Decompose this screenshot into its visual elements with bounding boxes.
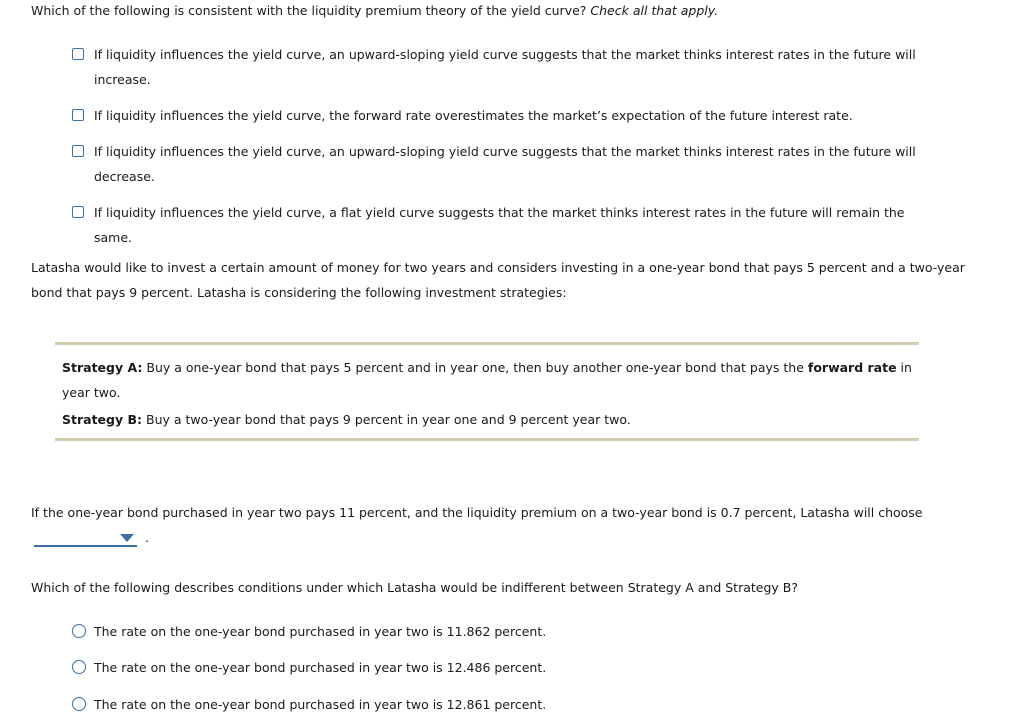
question-2-prompt: If the one-year bond purchased in year two pays 11 percent, and the liquidity premium on a two-year bond is 0.7 percent, Latasha will choose (31, 505, 923, 520)
sentence-period: . (145, 530, 149, 545)
option-line-1: If liquidity influences the yield curve, the forward rate overestimates the market’s expectation of the future interest rate. (94, 108, 853, 123)
strategy-choice-dropdown[interactable] (34, 528, 137, 547)
forward-rate-term: forward rate (807, 360, 897, 375)
question-1-text: Which of the following is consistent with the liquidity premium theory of the yield curve? (31, 3, 587, 18)
strategy-b-label: Strategy B: (62, 412, 143, 427)
radio-button[interactable] (72, 660, 86, 674)
option-line-2: increase. (94, 72, 151, 87)
chevron-down-icon[interactable] (120, 534, 134, 542)
option-line-1: If liquidity influences the yield curve, an upward-sloping yield curve suggests that the market thinks interest rates in the future will (94, 144, 916, 159)
checkbox-option-label[interactable] (94, 42, 934, 92)
question-1-prompt (31, 0, 991, 23)
checkbox-option-label[interactable] (94, 103, 934, 128)
radio-button[interactable] (72, 624, 86, 638)
checkbox-option-label[interactable] (94, 139, 934, 189)
scenario-line-2: bond that pays 9 percent. Latasha is considering the following investment strategies: (31, 285, 567, 300)
checkbox[interactable] (72, 48, 84, 60)
option-line-2: decrease. (94, 169, 155, 184)
radio-option-label[interactable]: The rate on the one-year bond purchased in year two is 12.861 percent. (94, 697, 547, 712)
checkbox[interactable] (72, 206, 84, 218)
strategy-a-line-2: year two. (62, 385, 121, 400)
strategy-a-line-1 (62, 355, 922, 380)
question-3-prompt: Which of the following describes conditions under which Latasha would be indifferent between Strategy A and Strategy B? (31, 580, 798, 595)
radio-option-label[interactable]: The rate on the one-year bond purchased in year two is 12.486 percent. (94, 660, 547, 675)
strategy-box (55, 342, 919, 441)
checkbox[interactable] (72, 145, 84, 157)
strategy-b-text: Buy a two-year bond that pays 9 percent in year one and 9 percent year two. (142, 412, 631, 427)
option-line-1: If liquidity influences the yield curve, a flat yield curve suggests that the market thinks interest rates in the future will remain the same. (94, 205, 905, 245)
question-1-instruction: Check all that apply. (590, 3, 719, 18)
radio-option-label[interactable]: The rate on the one-year bond purchased in year two is 11.862 percent. (94, 624, 547, 639)
scenario-paragraph (31, 255, 991, 305)
radio-button[interactable] (72, 697, 86, 711)
strategy-a-label: Strategy A: (62, 360, 143, 375)
strategy-b-line (62, 407, 922, 432)
strategy-a-text-end: in (896, 360, 912, 375)
option-line-1: If liquidity influences the yield curve, an upward-sloping yield curve suggests that the market thinks interest rates in the future will (94, 47, 916, 62)
checkbox[interactable] (72, 109, 84, 121)
scenario-line-1: Latasha would like to invest a certain amount of money for two years and considers investing in a one-year bond that pays 5 percent and a two-year (31, 260, 965, 275)
checkbox-option-label[interactable] (94, 200, 934, 250)
strategy-a-text: Buy a one-year bond that pays 5 percent and in year one, then buy another one-year bond that pays the (142, 360, 808, 375)
